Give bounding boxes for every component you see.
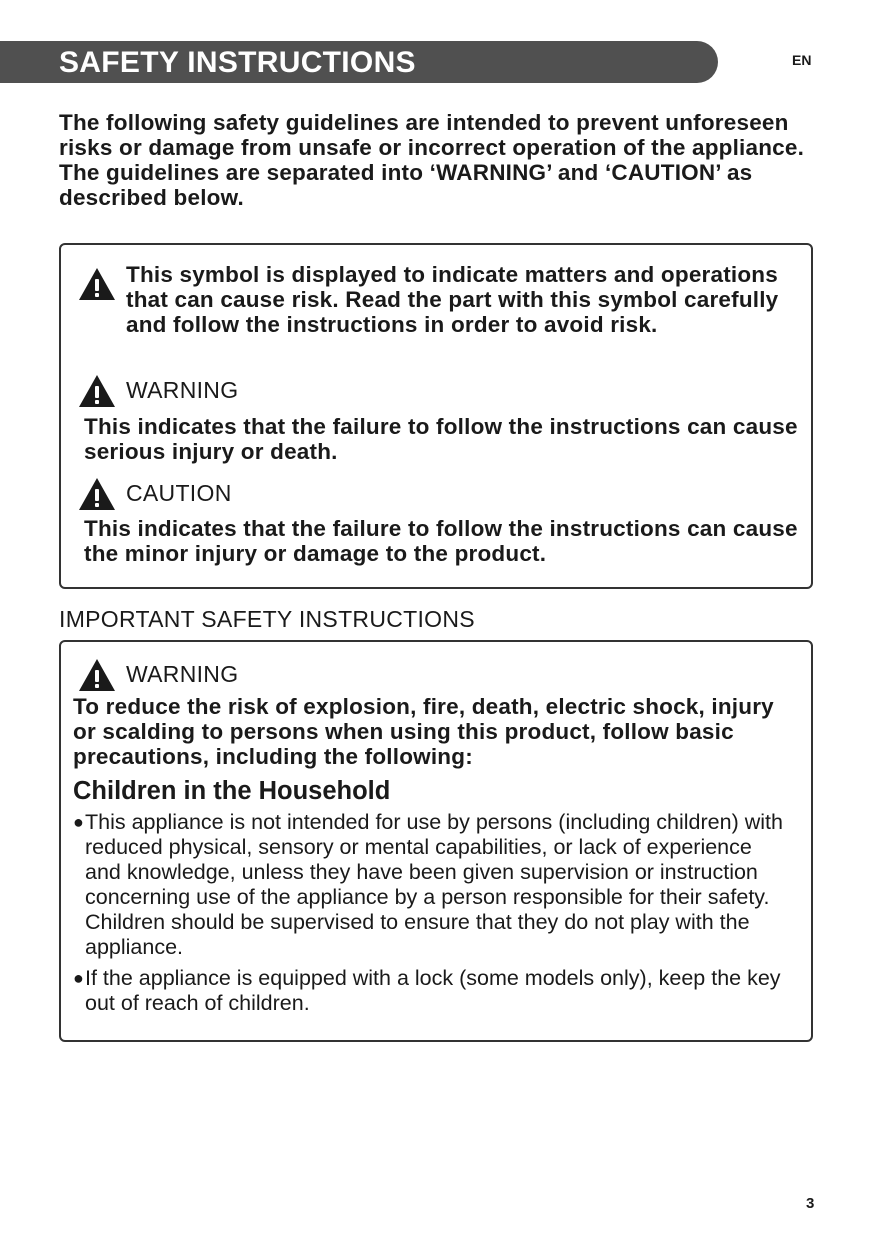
intro-text xyxy=(59,110,819,210)
bullet-text: If the appliance is equipped with a lock (some models only), keep the key out of reach of children. xyxy=(85,966,781,1015)
list-item xyxy=(73,966,793,1016)
bullet-icon: ● xyxy=(73,968,84,988)
page-number: 3 xyxy=(806,1195,815,1212)
bullet-icon: ● xyxy=(73,812,84,832)
page-title: SAFETY INSTRUCTIONS xyxy=(59,46,416,79)
section-heading: IMPORTANT SAFETY INSTRUCTIONS xyxy=(59,606,475,632)
list-item xyxy=(73,810,793,960)
intro-paragraph-2: The guidelines are separated into ‘WARNING’ and ‘CAUTION’ as described below. xyxy=(59,160,753,210)
bullet-text: This appliance is not intended for use by persons (including children) with reduced physical, sensory or mental capabilities, or lack of experience and knowledge, unless they have been given supervision or instruction concerning use of the appliance by a person responsible for their safety. Children should be supervised to ensure that they do not play with the appliance. xyxy=(85,810,783,959)
warning-description: This indicates that the failure to follow the instructions can cause serious injury or death. xyxy=(84,414,798,464)
bullet-list xyxy=(73,810,793,1022)
intro-paragraph-1: The following safety guidelines are intended to prevent unforeseen risks or damage from unsafe or incorrect operation of the appliance. xyxy=(59,110,805,160)
warning-label: WARNING xyxy=(126,377,239,403)
warning-label: WARNING xyxy=(126,661,239,687)
warning-triangle-icon xyxy=(78,374,116,408)
caution-description: This indicates that the failure to follow the instructions can cause the minor injury or damage to the product. xyxy=(84,516,798,566)
warning-triangle-icon xyxy=(78,658,116,692)
warning-text: To reduce the risk of explosion, fire, death, electric shock, injury or scalding to persons when using this product, follow basic precautions, including the following: xyxy=(73,694,774,769)
important-instructions-box xyxy=(59,640,813,1042)
caution-label: CAUTION xyxy=(126,480,232,506)
symbols-box xyxy=(59,243,813,589)
language-code: EN xyxy=(792,52,812,68)
subsection-heading: Children in the Household xyxy=(73,777,391,805)
warning-triangle-icon xyxy=(78,267,116,301)
symbol-description: This symbol is displayed to indicate matters and operations that can cause risk. Read the part with this symbol carefully and follow the instructions in order to avoid risk. xyxy=(126,262,779,337)
warning-triangle-icon xyxy=(78,477,116,511)
